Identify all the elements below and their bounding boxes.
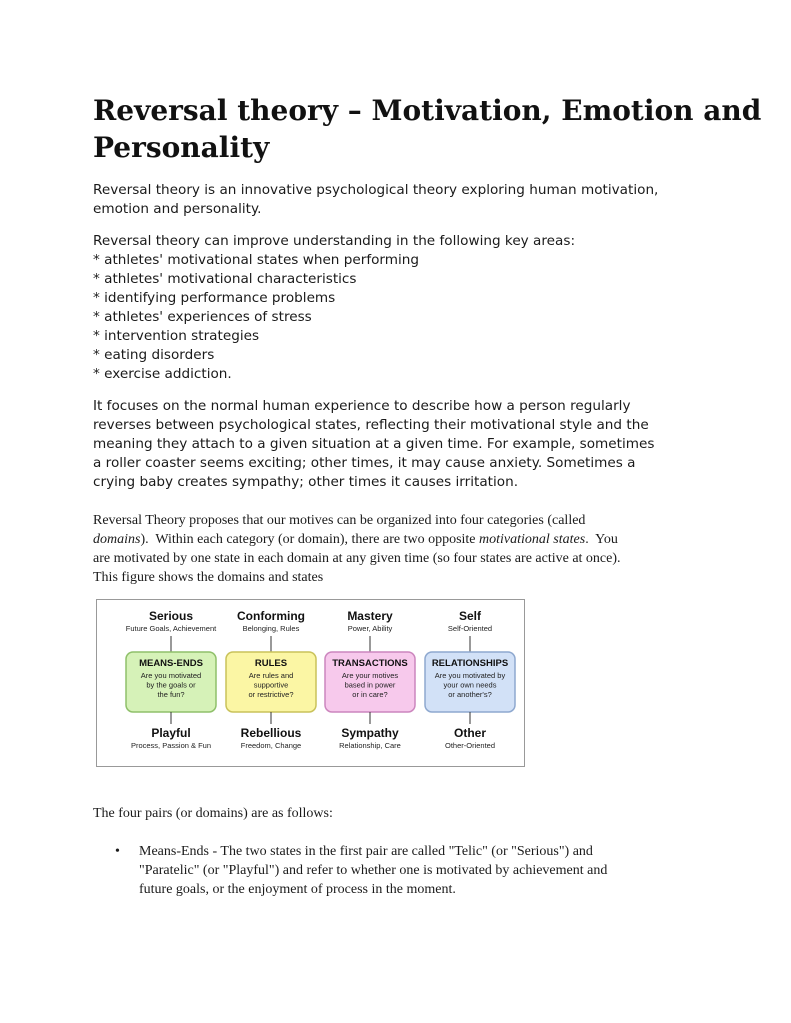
proposal-line-2 bbox=[93, 530, 693, 549]
domain-box-question-line: or restrictive? bbox=[248, 690, 294, 699]
domain-box-question-line: Are rules and bbox=[248, 671, 294, 680]
proposal-line-4: This figure shows the domains and states bbox=[93, 570, 324, 585]
focus-line: meaning they attach to a given situation at a given time. For example, sometimes bbox=[93, 436, 655, 452]
key-area-item: * intervention strategies bbox=[93, 328, 260, 344]
state-top-label: Conforming bbox=[237, 609, 305, 623]
list-item-line: Means-Ends - The two states in the first pair are called "Telic" (or "Serious") and bbox=[139, 844, 593, 859]
state-bottom-sublabel: Relationship, Care bbox=[339, 741, 401, 750]
proposal-line-1: Reversal Theory proposes that our motives can be organized into four categories (called bbox=[93, 513, 586, 528]
state-top-sublabel: Self-Oriented bbox=[447, 624, 493, 633]
proposal-line-2-text: ). Within each category (or domain), there are two opposite bbox=[140, 532, 480, 547]
domain-box-title: RULES bbox=[254, 658, 288, 669]
domain-box-question-line: or another's? bbox=[448, 690, 492, 699]
domain-box-question-line: supportive bbox=[253, 680, 289, 690]
key-area-item: * exercise addiction. bbox=[93, 366, 232, 382]
state-bottom-label: Playful bbox=[151, 726, 191, 740]
focus-line: reverses between psychological states, reflecting their motivational style and the bbox=[93, 417, 649, 433]
list-item-line: future goals, or the enjoyment of process in the moment. bbox=[139, 882, 456, 897]
list-bullet: • bbox=[115, 844, 120, 859]
state-bottom-sublabel: Process, Passion & Fun bbox=[130, 741, 212, 750]
domain-box-question-line: your own needs bbox=[443, 680, 497, 690]
focus-line: It focuses on the normal human experience to describe how a person regularly bbox=[93, 398, 631, 414]
key-areas-intro: Reversal theory can improve understanding in the following key areas: bbox=[93, 233, 576, 249]
domain-box-question-line: or in care? bbox=[352, 690, 388, 699]
pairs-intro: The four pairs (or domains) are as follows: bbox=[93, 806, 333, 821]
domains-diagram bbox=[97, 600, 524, 766]
state-top-sublabel: Power, Ability bbox=[347, 624, 393, 633]
focus-line: a roller coaster seems exciting; other times, it may cause anxiety. Sometimes a bbox=[93, 455, 636, 471]
state-bottom-sublabel: Other-Oriented bbox=[444, 741, 496, 750]
state-bottom-label: Other bbox=[453, 726, 487, 740]
domain-box-title: TRANSACTIONS bbox=[332, 658, 408, 669]
list-item-means-ends bbox=[139, 842, 699, 899]
key-area-item: * identifying performance problems bbox=[93, 290, 336, 306]
key-area-item: * eating disorders bbox=[93, 347, 215, 363]
proposal-paragraph bbox=[93, 511, 693, 587]
state-bottom-label: Rebellious bbox=[240, 726, 302, 740]
focus-paragraph bbox=[93, 397, 713, 492]
key-areas-block bbox=[93, 232, 713, 384]
domain-box-question-line: based in power bbox=[344, 680, 396, 690]
intro-line: Reversal theory is an innovative psychological theory exploring human motivation, bbox=[93, 182, 659, 198]
domain-box-question-line: Are you motivated bbox=[140, 671, 202, 680]
domains-term: domains bbox=[93, 532, 141, 547]
intro-line: emotion and personality. bbox=[93, 201, 262, 217]
focus-line: crying baby creates sympathy; other times it causes irritation. bbox=[93, 474, 519, 490]
domains-figure bbox=[96, 599, 525, 767]
title-line-2: Personality bbox=[93, 131, 270, 164]
domain-box-question-line: Are you motivated by bbox=[434, 671, 506, 680]
proposal-line-2-end: . You bbox=[585, 532, 618, 547]
intro-paragraph bbox=[93, 181, 713, 219]
domain-box-title: RELATIONSHIPS bbox=[431, 658, 509, 669]
state-top-label: Self bbox=[458, 609, 482, 623]
domain-box-question-line: Are your motives bbox=[341, 671, 399, 680]
state-top-sublabel: Belonging, Rules bbox=[242, 624, 300, 633]
key-area-item: * athletes' motivational states when performing bbox=[93, 252, 420, 268]
domain-box-question-line: by the goals or bbox=[146, 680, 196, 690]
domain-box-question-line: the fun? bbox=[157, 690, 185, 699]
proposal-line-3: are motivated by one state in each domain at any given time (so four states are active at once). bbox=[93, 551, 621, 566]
list-item-line: "Paratelic" (or "Playful") and refer to whether one is motivated by achievement and bbox=[139, 863, 608, 878]
page-title bbox=[93, 92, 762, 166]
domain-box-title: MEANS-ENDS bbox=[139, 658, 203, 669]
state-top-label: Serious bbox=[148, 609, 194, 623]
state-bottom-sublabel: Freedom, Change bbox=[240, 741, 302, 750]
motivational-states-term: motivational states bbox=[479, 532, 586, 547]
state-bottom-label: Sympathy bbox=[341, 726, 399, 740]
key-area-item: * athletes' motivational characteristics bbox=[93, 271, 357, 287]
state-top-label: Mastery bbox=[347, 609, 393, 623]
state-top-sublabel: Future Goals, Achievement bbox=[125, 624, 217, 633]
key-area-item: * athletes' experiences of stress bbox=[93, 309, 312, 325]
title-line-1: Reversal theory – Motivation, Emotion and bbox=[93, 94, 762, 127]
